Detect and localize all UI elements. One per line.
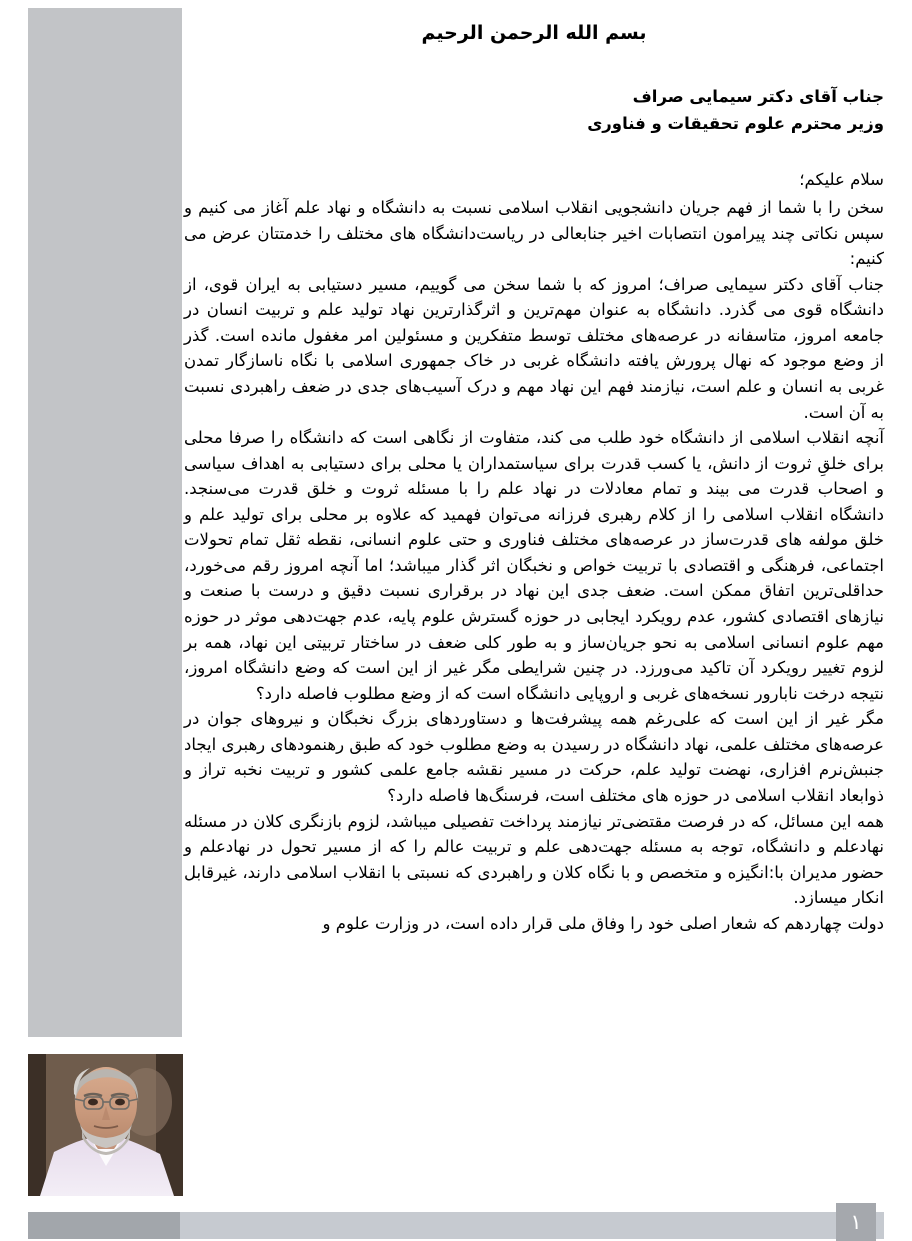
letter-body — [184, 0, 884, 936]
addressee-block — [184, 84, 884, 137]
portrait-illustration — [28, 1054, 183, 1196]
paragraph: همه این مسائل، که در فرصت مقتضی‌تر نیازمند پرداخت تفصیلی میباشد، لزوم بازنگری کلان در مسئله نهادعلم و دانشگاه، توجه به مسئله جهت‌دهی علم و تربیت عالم را که از مسیر تحول در نهادعلم و حضور مدیران با:انگیزه و متخصص و با نگاه کلان و راهبردی که نسبتی با انقلاب اسلامی دارند، غیرقابل انکار میسازد. — [184, 811, 884, 908]
left-gray-band — [28, 8, 182, 1037]
addressee-line-1: جناب آقای دکتر سیمایی صراف — [632, 87, 884, 106]
footer-bar — [28, 1212, 884, 1239]
paragraph: جناب آقای دکتر سیمایی صراف؛ امروز که با شما سخن می گوییم، مسیر دستیابی به ایران قوی، از دانشگاه قوی می گذرد. دانشگاه به عنوان مهم‌ترین و اثرگذارترین نهاد تولید علم و تربیت انسان در جامعه امروز، متاسفانه در عرصه‌های مختلف توسط متفکرین و مسئولین امر مغفول مانده است. گذر از وضع موجود که نهال پرورش یافته دانشگاه غربی در خاک جمهوری اسلامی با نگاه ناسازگار تمدن غربی به انسان و علم است، نیازمند فهم این نهاد مهم و درک آسیب‌های جدی در ضعف راهبردی نسبت به آن است. — [184, 274, 884, 422]
paragraph: سخن را با شما از فهم جریان دانشجویی انقلاب اسلامی نسبت به دانشگاه و نهاد علم آغاز می کنیم و سپس نکاتی چند پیرامون انتصابات اخیر جنابعالی در ریاست‌دانشگاه های مختلف را خدمتتان عرض می کنیم: — [184, 198, 884, 269]
basmala: بسم الله الرحمن الرحیم — [421, 22, 647, 44]
greeting-line: سلام علیکم؛ — [799, 170, 884, 190]
addressee-line-2: وزیر محترم علوم تحقیقات و فناوری — [587, 113, 884, 133]
footer-bar-accent — [28, 1212, 180, 1239]
page-number: ۱ — [836, 1203, 876, 1241]
paragraph: دولت چهاردهم که شعار اصلی خود را وفاق ملی قرار داده است، در وزارت علوم و — [322, 913, 884, 933]
paragraph: آنچه انقلاب اسلامی از دانشگاه خود طلب می کند، متفاوت از نگاهی است که دانشگاه را صرفا محلی برای خلقِ ثروت از دانش، یا کسب قدرت برای سیاستمداران یا محلی برای دستیابی به اهداف سیاسی و اصحاب قدرت می بیند و تمام معادلات در نهاد علم را با مسئله ثروت و خلق قدرت می‌سنجد. دانشگاه انقلاب اسلامی را از کلام رهبری فرزانه می‌توان فهمید که علاوه بر محلی برای تولید علم و خلق مولفه های قدرت‌ساز در عرصه‌های مختلف فناوری و حتی علوم انسانی، نقطه ثقل تمام تحولات اجتماعی، فرهنگی و اقتصادی با تربیت خواص و نخبگان اثر گذار میباشد؛ اما آنچه امروز رقم می‌خورد، حداقلی‌ترین اتفاق ممکن است. ضعف جدی این نهاد در برقراری نسبت دقیق و درست با صنعت و نیازهای اقتصادی کشور، عدم رویکرد ایجابی در حوزه گسترش علوم پایه، عدم جهت‌دهی موثر در حوزه مهم علوم انسانی اسلامی به نحو جریان‌ساز و به طور کلی ضعف در ساختار تربیتی این نهاد، همه بر لزوم تغییر رویکرد آن تاکید می‌ورزد. در چنین شرایطی مگر غیر از این است که وضع دانشگاه امروز، نتیجه درخت نابارور نسخه‌های غربی و اروپایی دانشگاه است که از وضع مطلوب فاصله دارد؟ — [184, 428, 884, 703]
portrait-photo — [28, 1054, 183, 1196]
paragraph-list — [184, 195, 884, 936]
paragraph: مگر غیر از این است که علی‌رغم همه پیشرفت‌ها و دستاوردهای بزرگ نخبگان و نیروهای جوان در عرصه‌های مختلف علمی، نهاد دانشگاه در رسیدن به وضع مطلوب خود که طبق رهنمودهای رهبری ایجاد جنبش‌نرم افزاری، نهضت تولید علم، حرکت در مسیر نقشه جامع علمی کشور و تربیت نخبه تراز و ذوابعاد انقلاب اسلامی در حوزه های مختلف است، فرسنگ‌ها فاصله دارد؟ — [184, 709, 884, 805]
